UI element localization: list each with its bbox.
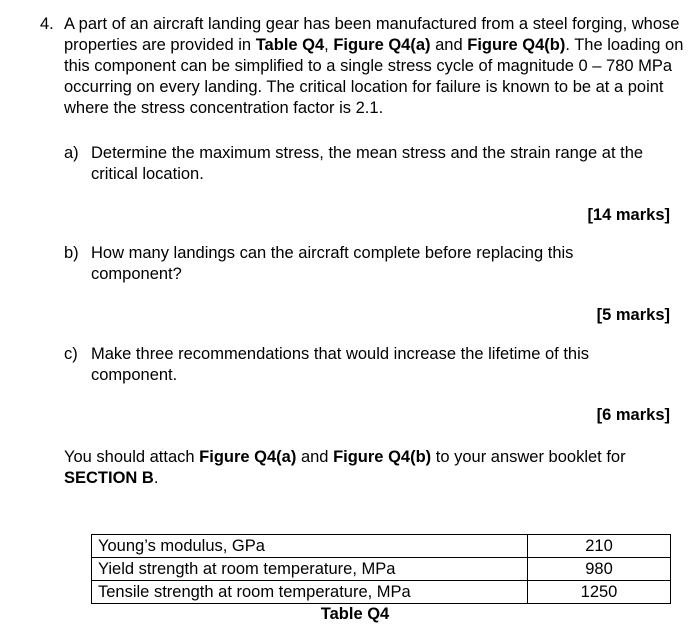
- part-a-letter: a): [64, 144, 79, 162]
- part-c-marks: [6 marks]: [596, 406, 670, 424]
- property-value: 210: [528, 535, 671, 558]
- table-row: [92, 535, 671, 558]
- part-c-text: Make three recommendations that would increase the lifetime of this component.: [91, 345, 589, 384]
- ref-table-q4: Table Q4: [255, 36, 325, 54]
- attach-text: You should attach: [64, 448, 200, 466]
- question-number: 4.: [40, 15, 54, 33]
- property-value: 1250: [528, 581, 671, 604]
- ref-figure-q4a: Figure Q4(a): [199, 448, 297, 466]
- table-row: [92, 558, 671, 581]
- property-name: Tensile strength at room temperature, MPa: [92, 581, 528, 604]
- question-body: [64, 14, 684, 119]
- property-value: 980: [528, 558, 671, 581]
- attach-text: and: [296, 448, 334, 466]
- ref-section-b: SECTION B: [64, 469, 154, 487]
- part-a-text: Determine the maximum stress, the mean stress and the strain range at the critical location.: [91, 144, 644, 183]
- table-row: [92, 581, 671, 604]
- part-b-text: How many landings can the aircraft complete before replacing this component?: [91, 244, 574, 283]
- ref-figure-q4b: Figure Q4(b): [333, 448, 432, 466]
- property-name: Yield strength at room temperature, MPa: [92, 558, 528, 581]
- question-text: ,: [324, 36, 334, 54]
- attach-text: .: [153, 469, 159, 487]
- properties-table: [91, 534, 671, 604]
- question-text: and: [430, 36, 468, 54]
- table-caption: Table Q4: [320, 605, 390, 623]
- ref-figure-q4b: Figure Q4(b): [467, 36, 566, 54]
- attach-instruction: [64, 447, 664, 489]
- attach-text: to your answer booklet for: [431, 448, 626, 466]
- part-b-marks: [5 marks]: [596, 306, 670, 324]
- ref-figure-q4a: Figure Q4(a): [333, 36, 431, 54]
- part-a-marks: [14 marks]: [587, 206, 670, 224]
- question-text: . The loading on this component can be simplified to a single stress cycle of magnitude 0 – 780 MPa occurring on every landing. The critical location for failure is known to be at a point where the stress concentration factor is 2.1.: [64, 36, 684, 117]
- question-text: A part of an aircraft landing gear has been manufactured from a steel forging, whose properties are provided in: [64, 15, 680, 54]
- property-name: Young’s modulus, GPa: [92, 535, 528, 558]
- part-b-letter: b): [64, 244, 79, 262]
- part-c-letter: c): [64, 345, 78, 363]
